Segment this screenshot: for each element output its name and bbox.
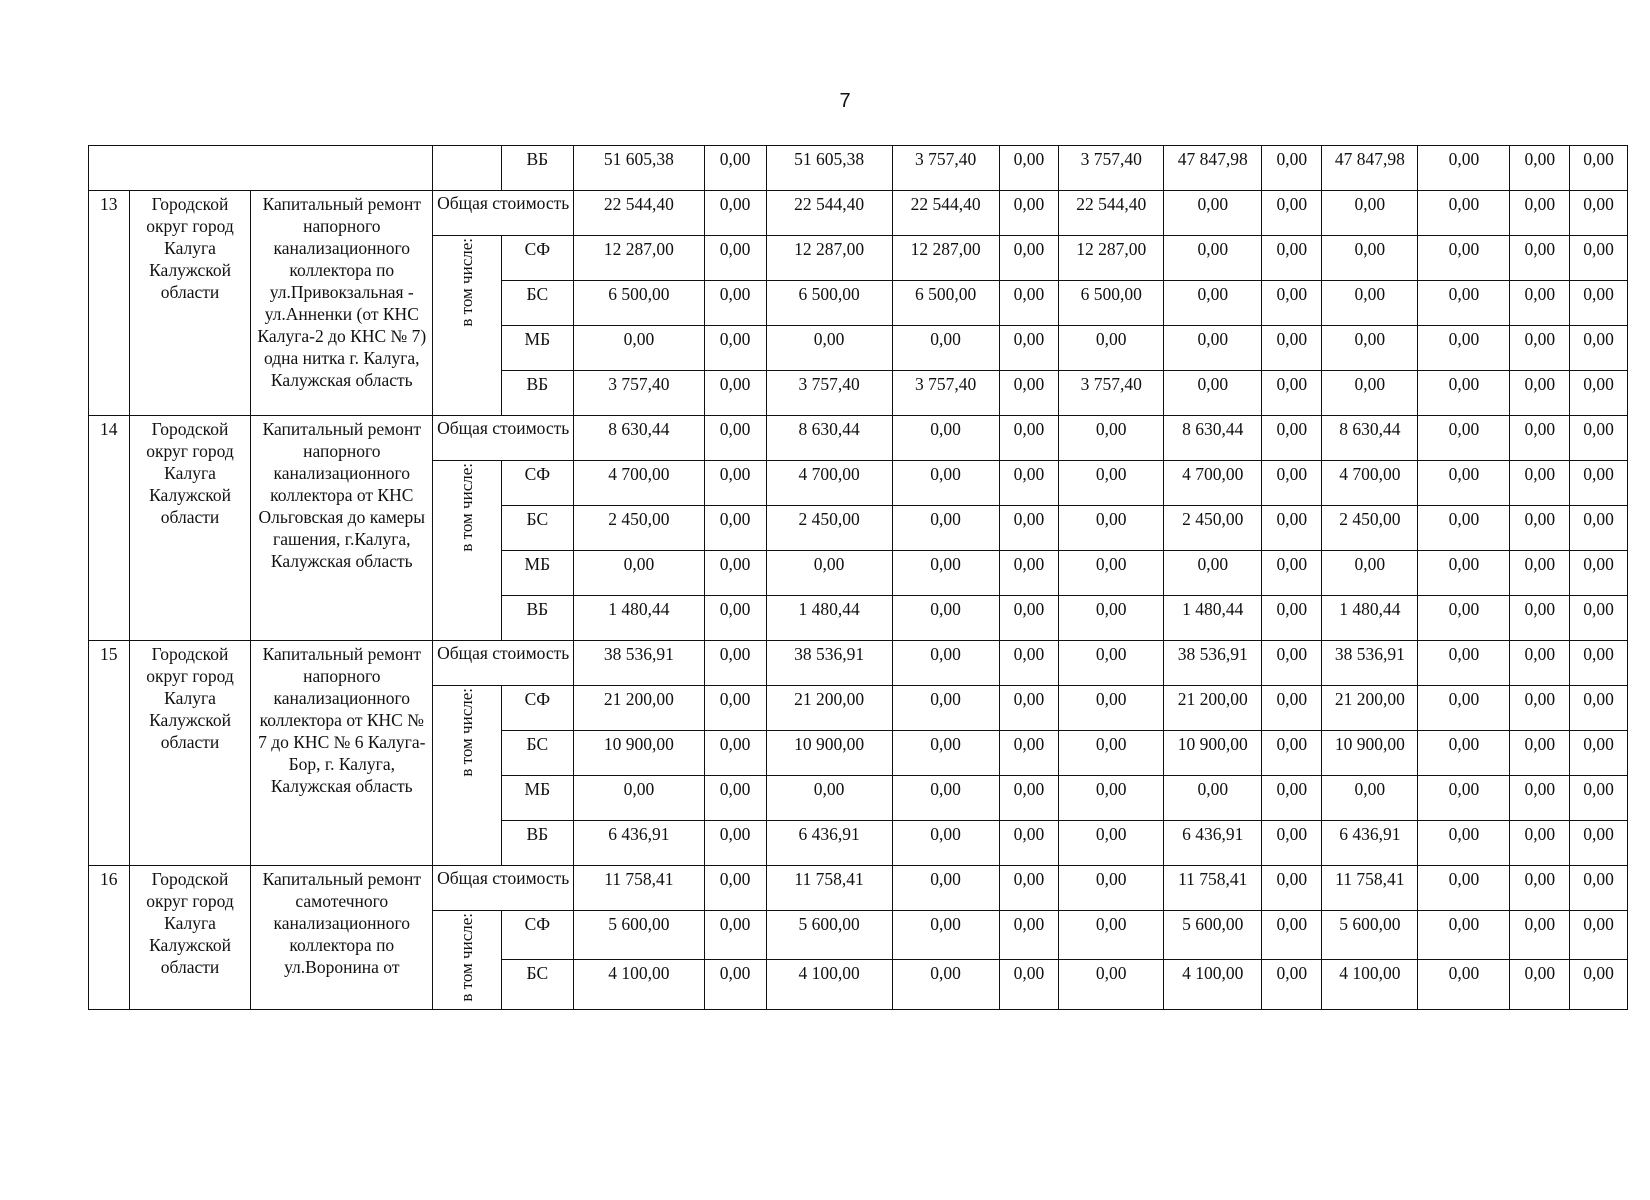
amount-cell: 10 900,00 bbox=[1164, 731, 1262, 776]
object-name-cell: Капитальный ремонт напорного канализационного коллектора от КНС № 7 до КНС № 6 Калуга-Бор, г. Калуга, Калужская область bbox=[251, 641, 433, 866]
amount-cell: 0,00 bbox=[999, 866, 1059, 911]
amount-cell: 0,00 bbox=[1164, 326, 1262, 371]
total-cost-label: Общая стоимость bbox=[433, 866, 574, 911]
amount-cell: 0,00 bbox=[1164, 776, 1262, 821]
amount-cell: 0,00 bbox=[1262, 866, 1322, 911]
amount-cell: 0,00 bbox=[1510, 191, 1570, 236]
amount-cell: 0,00 bbox=[1510, 506, 1570, 551]
amount-cell: 3 757,40 bbox=[892, 371, 999, 416]
carry-over-blank-cell bbox=[89, 146, 433, 191]
amount-cell: 0,00 bbox=[1262, 371, 1322, 416]
source-code: ВБ bbox=[501, 371, 574, 416]
amount-cell: 0,00 bbox=[892, 911, 999, 960]
project-total-row bbox=[89, 866, 1628, 911]
amount-cell: 0,00 bbox=[1418, 731, 1510, 776]
amount-cell: 0,00 bbox=[766, 776, 892, 821]
amount-cell: 0,00 bbox=[999, 461, 1059, 506]
project-total-row bbox=[89, 641, 1628, 686]
amount-cell: 0,00 bbox=[1262, 821, 1322, 866]
object-name-cell: Капитальный ремонт напорного канализационного коллектора от КНС Ольговская до камеры гашения, г.Калуга, Калужская область bbox=[251, 416, 433, 641]
amount-cell: 0,00 bbox=[999, 960, 1059, 1009]
total-cost-label: Общая стоимость bbox=[433, 191, 574, 236]
amount-cell: 0,00 bbox=[1059, 506, 1164, 551]
amount-cell: 0,00 bbox=[1570, 371, 1628, 416]
amount-cell: 0,00 bbox=[1570, 326, 1628, 371]
amount-cell: 0,00 bbox=[999, 371, 1059, 416]
total-cost-label: Общая стоимость bbox=[433, 416, 574, 461]
amount-cell: 8 630,44 bbox=[1164, 416, 1262, 461]
amount-cell: 10 900,00 bbox=[766, 731, 892, 776]
amount-cell: 38 536,91 bbox=[1322, 641, 1418, 686]
amount-cell: 0,00 bbox=[1418, 326, 1510, 371]
amount-cell: 0,00 bbox=[1059, 686, 1164, 731]
amount-cell: 4 700,00 bbox=[766, 461, 892, 506]
amount-cell: 4 700,00 bbox=[1322, 461, 1418, 506]
amount-cell: 0,00 bbox=[1570, 821, 1628, 866]
amount-cell: 0,00 bbox=[1418, 191, 1510, 236]
amount-cell: 0,00 bbox=[1510, 146, 1570, 191]
amount-cell: 0,00 bbox=[892, 866, 999, 911]
row-number: 14 bbox=[89, 416, 130, 641]
amount-cell: 6 436,91 bbox=[766, 821, 892, 866]
amount-cell: 0,00 bbox=[1570, 866, 1628, 911]
amount-cell: 11 758,41 bbox=[1322, 866, 1418, 911]
amount-cell: 0,00 bbox=[1510, 731, 1570, 776]
source-code: СФ bbox=[501, 686, 574, 731]
amount-cell: 10 900,00 bbox=[574, 731, 704, 776]
amount-cell: 0,00 bbox=[1262, 551, 1322, 596]
row-number: 16 bbox=[89, 866, 130, 1010]
amount-cell: 0,00 bbox=[999, 821, 1059, 866]
amount-cell: 22 544,40 bbox=[574, 191, 704, 236]
amount-cell: 0,00 bbox=[999, 641, 1059, 686]
amount-cell: 0,00 bbox=[1418, 461, 1510, 506]
amount-cell: 0,00 bbox=[1262, 326, 1322, 371]
amount-cell: 3 757,40 bbox=[574, 371, 704, 416]
amount-cell: 0,00 bbox=[1059, 960, 1164, 1009]
amount-cell: 6 436,91 bbox=[1164, 821, 1262, 866]
amount-cell: 0,00 bbox=[1418, 371, 1510, 416]
amount-cell: 3 757,40 bbox=[766, 371, 892, 416]
source-code: БС bbox=[501, 506, 574, 551]
amount-cell: 22 544,40 bbox=[1059, 191, 1164, 236]
amount-cell: 0,00 bbox=[574, 776, 704, 821]
amount-cell: 0,00 bbox=[892, 461, 999, 506]
amount-cell: 3 757,40 bbox=[892, 146, 999, 191]
amount-cell: 0,00 bbox=[704, 776, 766, 821]
amount-cell: 0,00 bbox=[999, 281, 1059, 326]
source-code: СФ bbox=[501, 461, 574, 506]
amount-cell: 38 536,91 bbox=[766, 641, 892, 686]
amount-cell: 0,00 bbox=[704, 821, 766, 866]
amount-cell: 0,00 bbox=[1164, 236, 1262, 281]
amount-cell: 0,00 bbox=[999, 731, 1059, 776]
amount-cell: 1 480,44 bbox=[1164, 596, 1262, 641]
amount-cell: 0,00 bbox=[892, 551, 999, 596]
amount-cell: 0,00 bbox=[1510, 416, 1570, 461]
amount-cell: 0,00 bbox=[1570, 596, 1628, 641]
object-name-cell: Капитальный ремонт самотечного канализационного коллектора по ул.Воронина от bbox=[251, 866, 433, 1010]
amount-cell: 47 847,98 bbox=[1322, 146, 1418, 191]
amount-cell: 0,00 bbox=[892, 416, 999, 461]
amount-cell: 47 847,98 bbox=[1164, 146, 1262, 191]
amount-cell: 0,00 bbox=[999, 686, 1059, 731]
amount-cell: 12 287,00 bbox=[1059, 236, 1164, 281]
amount-cell: 0,00 bbox=[704, 506, 766, 551]
source-code: СФ bbox=[501, 236, 574, 281]
amount-cell: 4 100,00 bbox=[1164, 960, 1262, 1009]
including-label-cell bbox=[433, 686, 501, 866]
amount-cell: 0,00 bbox=[704, 866, 766, 911]
amount-cell: 0,00 bbox=[704, 371, 766, 416]
amount-cell: 0,00 bbox=[1262, 461, 1322, 506]
amount-cell: 0,00 bbox=[892, 776, 999, 821]
amount-cell: 0,00 bbox=[1418, 236, 1510, 281]
carry-over-blank-cell bbox=[433, 146, 501, 191]
amount-cell: 0,00 bbox=[704, 911, 766, 960]
amount-cell: 0,00 bbox=[1510, 596, 1570, 641]
amount-cell: 0,00 bbox=[704, 641, 766, 686]
source-code: МБ bbox=[501, 551, 574, 596]
amount-cell: 0,00 bbox=[999, 416, 1059, 461]
amount-cell: 0,00 bbox=[999, 776, 1059, 821]
including-label-cell bbox=[433, 236, 501, 416]
amount-cell: 0,00 bbox=[704, 551, 766, 596]
amount-cell: 0,00 bbox=[1059, 596, 1164, 641]
amount-cell: 0,00 bbox=[1262, 596, 1322, 641]
source-code: ВБ bbox=[501, 146, 574, 191]
amount-cell: 11 758,41 bbox=[766, 866, 892, 911]
amount-cell: 0,00 bbox=[766, 551, 892, 596]
amount-cell: 11 758,41 bbox=[574, 866, 704, 911]
amount-cell: 0,00 bbox=[1262, 731, 1322, 776]
page-number: 7 bbox=[839, 90, 851, 112]
amount-cell: 0,00 bbox=[892, 506, 999, 551]
amount-cell: 0,00 bbox=[1570, 146, 1628, 191]
amount-cell: 0,00 bbox=[1059, 551, 1164, 596]
amount-cell: 0,00 bbox=[1418, 960, 1510, 1009]
amount-cell: 0,00 bbox=[1510, 641, 1570, 686]
source-code: ВБ bbox=[501, 821, 574, 866]
amount-cell: 0,00 bbox=[999, 326, 1059, 371]
amount-cell: 0,00 bbox=[704, 960, 766, 1009]
row-number: 13 bbox=[89, 191, 130, 416]
amount-cell: 0,00 bbox=[1418, 551, 1510, 596]
amount-cell: 10 900,00 bbox=[1322, 731, 1418, 776]
amount-cell: 0,00 bbox=[1059, 776, 1164, 821]
amount-cell: 0,00 bbox=[1510, 326, 1570, 371]
amount-cell: 5 600,00 bbox=[1164, 911, 1262, 960]
amount-cell: 0,00 bbox=[1510, 281, 1570, 326]
amount-cell: 6 436,91 bbox=[1322, 821, 1418, 866]
carry-over-row bbox=[89, 146, 1628, 191]
source-code: МБ bbox=[501, 776, 574, 821]
amount-cell: 0,00 bbox=[1262, 416, 1322, 461]
amount-cell: 0,00 bbox=[1164, 281, 1262, 326]
amount-cell: 51 605,38 bbox=[574, 146, 704, 191]
amount-cell: 2 450,00 bbox=[574, 506, 704, 551]
source-code: БС bbox=[501, 960, 574, 1009]
amount-cell: 0,00 bbox=[999, 146, 1059, 191]
amount-cell: 0,00 bbox=[1059, 866, 1164, 911]
amount-cell: 0,00 bbox=[1164, 191, 1262, 236]
amount-cell: 5 600,00 bbox=[574, 911, 704, 960]
amount-cell: 0,00 bbox=[1322, 326, 1418, 371]
amount-cell: 0,00 bbox=[892, 686, 999, 731]
amount-cell: 6 436,91 bbox=[574, 821, 704, 866]
amount-cell: 0,00 bbox=[1059, 326, 1164, 371]
source-code: ВБ bbox=[501, 596, 574, 641]
amount-cell: 0,00 bbox=[1510, 371, 1570, 416]
amount-cell: 12 287,00 bbox=[574, 236, 704, 281]
including-label-cell bbox=[433, 911, 501, 1010]
source-code: БС bbox=[501, 281, 574, 326]
amount-cell: 0,00 bbox=[892, 731, 999, 776]
amount-cell: 3 757,40 bbox=[1059, 371, 1164, 416]
amount-cell: 0,00 bbox=[704, 326, 766, 371]
amount-cell: 0,00 bbox=[1322, 236, 1418, 281]
amount-cell: 0,00 bbox=[704, 416, 766, 461]
amount-cell: 0,00 bbox=[1510, 686, 1570, 731]
amount-cell: 0,00 bbox=[999, 236, 1059, 281]
amount-cell: 0,00 bbox=[892, 326, 999, 371]
amount-cell: 0,00 bbox=[1059, 731, 1164, 776]
amount-cell: 0,00 bbox=[1059, 911, 1164, 960]
amount-cell: 0,00 bbox=[1570, 551, 1628, 596]
amount-cell: 0,00 bbox=[1059, 641, 1164, 686]
amount-cell: 2 450,00 bbox=[766, 506, 892, 551]
amount-cell: 0,00 bbox=[999, 551, 1059, 596]
amount-cell: 0,00 bbox=[704, 461, 766, 506]
amount-cell: 11 758,41 bbox=[1164, 866, 1262, 911]
amount-cell: 0,00 bbox=[766, 326, 892, 371]
amount-cell: 0,00 bbox=[704, 281, 766, 326]
amount-cell: 0,00 bbox=[1059, 416, 1164, 461]
amount-cell: 0,00 bbox=[1570, 281, 1628, 326]
including-label-cell bbox=[433, 461, 501, 641]
project-total-row bbox=[89, 191, 1628, 236]
amount-cell: 0,00 bbox=[892, 960, 999, 1009]
amount-cell: 0,00 bbox=[574, 326, 704, 371]
amount-cell: 0,00 bbox=[1570, 461, 1628, 506]
amount-cell: 0,00 bbox=[1418, 506, 1510, 551]
including-label: в том числе: bbox=[456, 913, 476, 1002]
amount-cell: 0,00 bbox=[999, 911, 1059, 960]
source-code: БС bbox=[501, 731, 574, 776]
amount-cell: 0,00 bbox=[574, 551, 704, 596]
amount-cell: 0,00 bbox=[1322, 281, 1418, 326]
amount-cell: 0,00 bbox=[1570, 686, 1628, 731]
amount-cell: 0,00 bbox=[1418, 911, 1510, 960]
amount-cell: 0,00 bbox=[1570, 731, 1628, 776]
amount-cell: 0,00 bbox=[1418, 416, 1510, 461]
amount-cell: 21 200,00 bbox=[1322, 686, 1418, 731]
amount-cell: 0,00 bbox=[1570, 416, 1628, 461]
amount-cell: 0,00 bbox=[704, 731, 766, 776]
table-body bbox=[89, 146, 1628, 1010]
amount-cell: 0,00 bbox=[1322, 191, 1418, 236]
amount-cell: 12 287,00 bbox=[766, 236, 892, 281]
amount-cell: 8 630,44 bbox=[766, 416, 892, 461]
amount-cell: 8 630,44 bbox=[1322, 416, 1418, 461]
amount-cell: 22 544,40 bbox=[892, 191, 999, 236]
amount-cell: 0,00 bbox=[1418, 866, 1510, 911]
amount-cell: 1 480,44 bbox=[1322, 596, 1418, 641]
amount-cell: 5 600,00 bbox=[1322, 911, 1418, 960]
amount-cell: 6 500,00 bbox=[1059, 281, 1164, 326]
amount-cell: 0,00 bbox=[1510, 461, 1570, 506]
amount-cell: 2 450,00 bbox=[1322, 506, 1418, 551]
including-label: в том числе: bbox=[456, 238, 476, 327]
amount-cell: 0,00 bbox=[1059, 821, 1164, 866]
amount-cell: 0,00 bbox=[1510, 776, 1570, 821]
amount-cell: 0,00 bbox=[1570, 911, 1628, 960]
amount-cell: 0,00 bbox=[1418, 776, 1510, 821]
amount-cell: 0,00 bbox=[1510, 236, 1570, 281]
source-code: СФ bbox=[501, 911, 574, 960]
amount-cell: 0,00 bbox=[892, 596, 999, 641]
amount-cell: 21 200,00 bbox=[1164, 686, 1262, 731]
amount-cell: 8 630,44 bbox=[574, 416, 704, 461]
source-code: МБ bbox=[501, 326, 574, 371]
amount-cell: 0,00 bbox=[1570, 506, 1628, 551]
amount-cell: 0,00 bbox=[1570, 191, 1628, 236]
amount-cell: 0,00 bbox=[1510, 911, 1570, 960]
amount-cell: 0,00 bbox=[1510, 551, 1570, 596]
amount-cell: 6 500,00 bbox=[574, 281, 704, 326]
amount-cell: 0,00 bbox=[999, 191, 1059, 236]
amount-cell: 0,00 bbox=[1510, 960, 1570, 1009]
amount-cell: 4 700,00 bbox=[1164, 461, 1262, 506]
amount-cell: 22 544,40 bbox=[766, 191, 892, 236]
amount-cell: 38 536,91 bbox=[1164, 641, 1262, 686]
amount-cell: 6 500,00 bbox=[892, 281, 999, 326]
amount-cell: 0,00 bbox=[1418, 641, 1510, 686]
total-cost-label: Общая стоимость bbox=[433, 641, 574, 686]
amount-cell: 0,00 bbox=[1262, 911, 1322, 960]
amount-cell: 0,00 bbox=[1059, 461, 1164, 506]
amount-cell: 0,00 bbox=[1262, 236, 1322, 281]
amount-cell: 0,00 bbox=[1510, 866, 1570, 911]
amount-cell: 21 200,00 bbox=[574, 686, 704, 731]
amount-cell: 0,00 bbox=[1262, 281, 1322, 326]
amount-cell: 0,00 bbox=[1164, 371, 1262, 416]
amount-cell: 0,00 bbox=[892, 641, 999, 686]
amount-cell: 0,00 bbox=[892, 821, 999, 866]
amount-cell: 0,00 bbox=[1322, 371, 1418, 416]
amount-cell: 0,00 bbox=[704, 191, 766, 236]
amount-cell: 0,00 bbox=[1262, 686, 1322, 731]
amount-cell: 0,00 bbox=[1322, 776, 1418, 821]
amount-cell: 5 600,00 bbox=[766, 911, 892, 960]
amount-cell: 1 480,44 bbox=[574, 596, 704, 641]
amount-cell: 3 757,40 bbox=[1059, 146, 1164, 191]
amount-cell: 0,00 bbox=[1418, 686, 1510, 731]
amount-cell: 0,00 bbox=[999, 506, 1059, 551]
municipality-cell: Городской округ город Калуга Калужской области bbox=[129, 191, 251, 416]
amount-cell: 0,00 bbox=[704, 236, 766, 281]
amount-cell: 2 450,00 bbox=[1164, 506, 1262, 551]
amount-cell: 0,00 bbox=[704, 596, 766, 641]
amount-cell: 0,00 bbox=[1262, 506, 1322, 551]
amount-cell: 0,00 bbox=[1262, 776, 1322, 821]
amount-cell: 12 287,00 bbox=[892, 236, 999, 281]
amount-cell: 38 536,91 bbox=[574, 641, 704, 686]
municipality-cell: Городской округ город Калуга Калужской области bbox=[129, 416, 251, 641]
row-number: 15 bbox=[89, 641, 130, 866]
amount-cell: 0,00 bbox=[1570, 641, 1628, 686]
amount-cell: 4 100,00 bbox=[766, 960, 892, 1009]
amount-cell: 0,00 bbox=[1510, 821, 1570, 866]
amount-cell: 0,00 bbox=[1418, 821, 1510, 866]
municipality-cell: Городской округ город Калуга Калужской области bbox=[129, 641, 251, 866]
including-label: в том числе: bbox=[456, 463, 476, 552]
amount-cell: 0,00 bbox=[1322, 551, 1418, 596]
amount-cell: 0,00 bbox=[999, 596, 1059, 641]
amount-cell: 51 605,38 bbox=[766, 146, 892, 191]
amount-cell: 0,00 bbox=[1262, 146, 1322, 191]
amount-cell: 0,00 bbox=[704, 146, 766, 191]
municipality-cell: Городской округ город Калуга Калужской области bbox=[129, 866, 251, 1010]
amount-cell: 0,00 bbox=[1418, 281, 1510, 326]
amount-cell: 0,00 bbox=[1262, 960, 1322, 1009]
amount-cell: 4 100,00 bbox=[1322, 960, 1418, 1009]
object-name-cell: Капитальный ремонт напорного канализационного коллектора по ул.Привокзальная - ул.Анненки (от КНС Калуга-2 до КНС № 7) одна нитка г. Калуга, Калужская область bbox=[251, 191, 433, 416]
amount-cell: 0,00 bbox=[1570, 236, 1628, 281]
amount-cell: 0,00 bbox=[1570, 776, 1628, 821]
amount-cell: 0,00 bbox=[704, 686, 766, 731]
amount-cell: 0,00 bbox=[1418, 146, 1510, 191]
amount-cell: 4 700,00 bbox=[574, 461, 704, 506]
amount-cell: 4 100,00 bbox=[574, 960, 704, 1009]
amount-cell: 0,00 bbox=[1262, 191, 1322, 236]
amount-cell: 1 480,44 bbox=[766, 596, 892, 641]
amount-cell: 0,00 bbox=[1570, 960, 1628, 1009]
project-total-row bbox=[89, 416, 1628, 461]
amount-cell: 0,00 bbox=[1164, 551, 1262, 596]
funding-table bbox=[88, 145, 1628, 1010]
amount-cell: 0,00 bbox=[1418, 596, 1510, 641]
including-label: в том числе: bbox=[456, 688, 476, 777]
amount-cell: 6 500,00 bbox=[766, 281, 892, 326]
amount-cell: 0,00 bbox=[1262, 641, 1322, 686]
amount-cell: 21 200,00 bbox=[766, 686, 892, 731]
